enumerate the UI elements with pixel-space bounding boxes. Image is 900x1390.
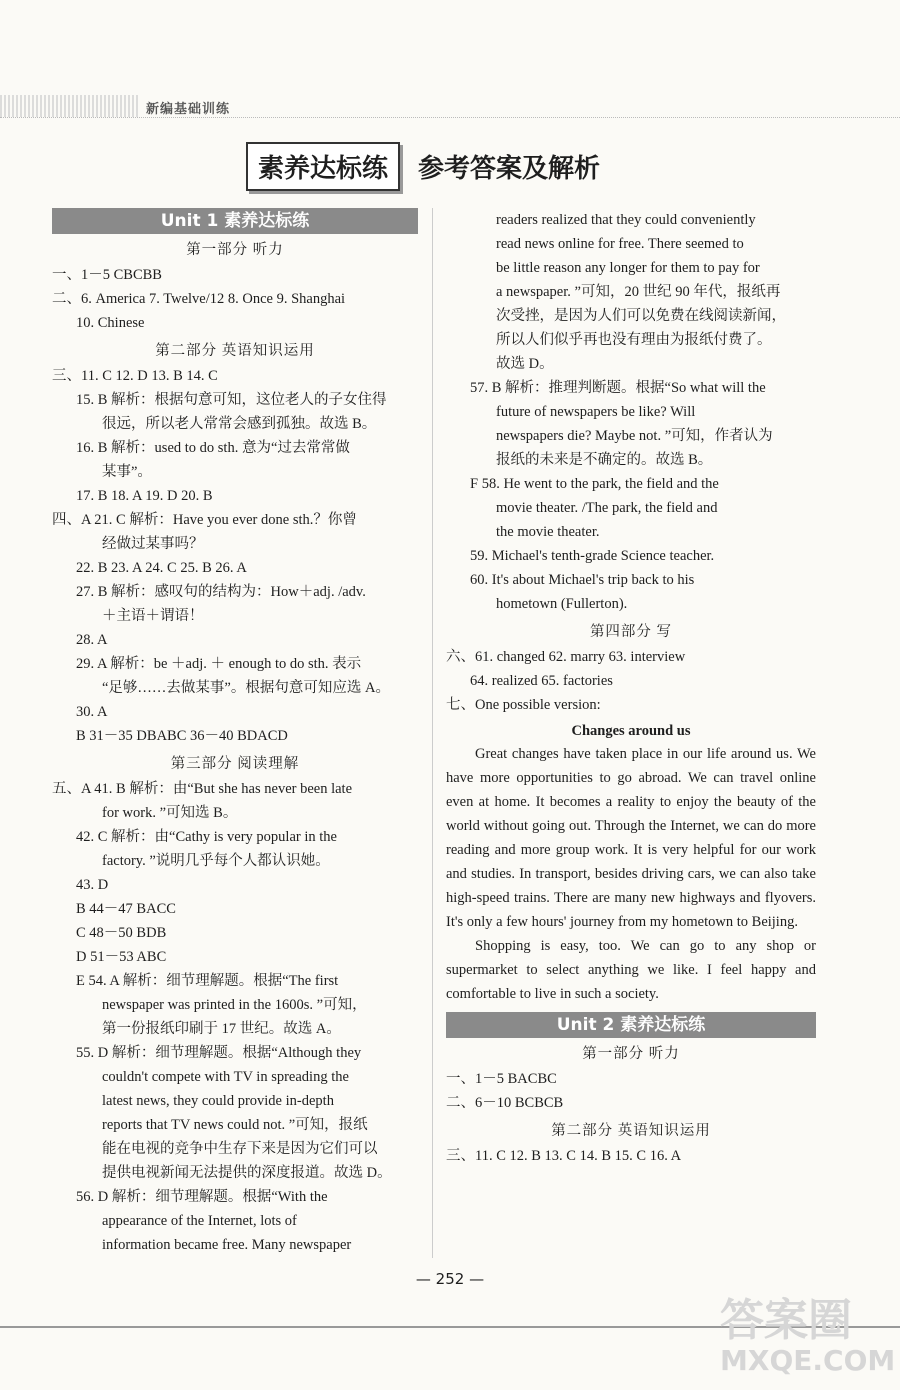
unit1-band: Unit 1 素养达标练 [52, 208, 418, 234]
answer-line: “足够……去做某事”。根据句意可知应选 A。 [102, 680, 390, 696]
watermark-text: 答案圈 [720, 1295, 852, 1346]
left-column [52, 208, 418, 1257]
answer-line: future of newspapers be like? Will [496, 404, 696, 420]
answer-line: 57. B 解析：推理判断题。根据“So what will the [470, 380, 766, 396]
answer-line: 六、61. changed 62. marry 63. interview [446, 649, 686, 665]
answer-line: couldn't compete with TV in spreading the [102, 1069, 349, 1085]
answer-line: 二、6. America 7. Twelve/12 8. Once 9. Shanghai [52, 291, 346, 307]
answer-line: for work. ”可知选 B。 [102, 805, 238, 821]
answer-line: 29. A 解析：be ＋adj. ＋ enough to do sth. 表示 [76, 656, 362, 672]
answer-line: 四、A 21. C 解析：Have you ever done sth.？你曾 [52, 512, 357, 528]
book-brand: 新编基础训练 [146, 102, 231, 117]
answer-line: the movie theater. [496, 524, 600, 540]
answer-line: 三、11. C 12. B 13. C 14. B 15. C 16. A [446, 1148, 682, 1164]
answer-line: reports that TV news could not. ”可知，报纸 [102, 1117, 368, 1133]
answer-line: 五、A 41. B 解析：由“But she has never been late [52, 781, 353, 797]
unit1-part3-heading: 第三部分 阅读理解 [170, 756, 300, 772]
header-rule [0, 117, 900, 118]
page-title [246, 144, 600, 188]
unit2-part1-heading: 第一部分 听力 [582, 1046, 680, 1062]
column-divider [432, 208, 433, 1258]
answer-line: 30. A [76, 704, 108, 720]
essay-paragraph: Great changes have taken place in our life around us. We have more opportunities to go abroad. We can travel online even at home. It becomes a reality to enjoy the beauty of the world without going out. Through the Internet, we can do more reading and more group work. It is very helpful for our work and studies. In transport, besides driving cars, we can also take high-speed trains. There are many new highways and flyovers. It's only a few hours' journey from my hometown to Beijing. [446, 746, 816, 930]
answer-line: readers realized that they could conveniently [496, 212, 756, 228]
answer-line: 第一份报纸印刷于 17 世纪。故选 A。 [102, 1021, 341, 1037]
answer-line: 某事”。 [102, 464, 152, 480]
answer-line: E 54. A 解析：细节理解题。根据“The first [76, 973, 339, 989]
watermark-url: MXQE.COM [720, 1344, 896, 1377]
answer-line: newspaper was printed in the 1600s. ”可知， [102, 997, 367, 1013]
answer-line: factory. ”说明几乎每个人都认识她。 [102, 853, 330, 869]
answer-line: 43. D [76, 877, 109, 893]
answer-line: 17. B 18. A 19. D 20. B [76, 488, 213, 504]
answer-line: 七、One possible version: [446, 697, 601, 713]
answer-line: 经做过某事吗？ [102, 536, 204, 552]
answer-line: 28. A [76, 632, 108, 648]
answer-line: 次受挫，是因为人们可以免费在线阅读新闻， [496, 308, 786, 324]
answer-line: 故选 D。 [496, 356, 554, 372]
answer-line: 27. B 解析：感叹句的结构为：How＋adj. /adv. [76, 584, 366, 600]
answer-line: D 51－53 ABC [76, 949, 167, 965]
answer-line: ＋主语＋谓语！ [102, 608, 204, 624]
unit1-part1-heading: 第一部分 听力 [186, 242, 284, 258]
answer-line: a newspaper. ”可知，20 世纪 90 年代，报纸再 [496, 284, 781, 300]
answer-line: 二、6－10 BCBCB [446, 1095, 564, 1111]
answer-line: 59. Michael's tenth-grade Science teacher. [470, 548, 715, 564]
essay-title: Changes around us [571, 723, 691, 739]
right-column [446, 208, 816, 1168]
answer-line: 64. realized 65. factories [470, 673, 613, 689]
answer-line: 10. Chinese [76, 315, 145, 331]
answer-line: newspapers die? Maybe not. ”可知，作者认为 [496, 428, 773, 444]
answer-line: 三、11. C 12. D 13. B 14. C [52, 368, 218, 384]
answer-line: information became free. Many newspaper [102, 1237, 352, 1253]
title-boxed: 素养达标练 [246, 142, 400, 191]
answer-line: be little reason any longer for them to pay for [496, 260, 760, 276]
answer-line: hometown (Fullerton). [496, 596, 628, 612]
unit1-part4-heading: 第四部分 写 [589, 624, 673, 640]
answer-line: 55. D 解析：细节理解题。根据“Although they [76, 1045, 362, 1061]
answer-line: 所以人们似乎再也没有理由为报纸付费了。 [496, 332, 772, 348]
title-rest: 参考答案及解析 [418, 153, 601, 184]
answer-line: read news online for free. There seemed to [496, 236, 744, 252]
answer-line: F 58. He went to the park, the field and the [470, 476, 719, 492]
answer-line: B 44－47 BACC [76, 901, 176, 917]
unit2-part2-heading: 第二部分 英语知识运用 [551, 1123, 711, 1139]
unit2-band: Unit 2 素养达标练 [446, 1012, 816, 1038]
answer-line: B 31－35 DBABC 36－40 BDACD [76, 728, 288, 744]
watermark-logo [720, 1295, 896, 1384]
answer-line: appearance of the Internet, lots of [102, 1213, 297, 1229]
unit1-part2-heading: 第二部分 英语知识运用 [155, 343, 315, 359]
page-number: — 252 — [415, 1270, 485, 1288]
answer-line: 15. B 解析：根据句意可知，这位老人的子女住得 [76, 392, 387, 408]
answer-line: 很远，所以老人常常会感到孤独。故选 B。 [102, 416, 377, 432]
answer-line: 60. It's about Michael's trip back to his [470, 572, 695, 588]
header-decoration [0, 95, 140, 117]
answer-line: 能在电视的竞争中生存下来是因为它们可以 [102, 1141, 378, 1157]
answer-line: 一、1－5 CBCBB [52, 267, 162, 283]
answer-line: 提供电视新闻无法提供的深度报道。故选 D。 [102, 1165, 392, 1181]
essay-paragraph: Shopping is easy, too. We can go to any shop or supermarket to select anything we like. I feel happy and comfortable to live in such a society. [446, 938, 816, 1002]
answer-line: 报纸的未来是不确定的。故选 B。 [496, 452, 713, 468]
answer-line: 22. B 23. A 24. C 25. B 26. A [76, 560, 247, 576]
answer-line: 16. B 解析：used to do sth. 意为“过去常常做 [76, 440, 350, 456]
answer-line: C 48－50 BDB [76, 925, 167, 941]
answer-line: 56. D 解析：细节理解题。根据“With the [76, 1189, 328, 1205]
answer-line: 42. C 解析：由“Cathy is very popular in the [76, 829, 337, 845]
answer-line: movie theater. /The park, the field and [496, 500, 718, 516]
answer-line: 一、1－5 BACBC [446, 1071, 557, 1087]
answer-line: latest news, they could provide in-depth [102, 1093, 334, 1109]
